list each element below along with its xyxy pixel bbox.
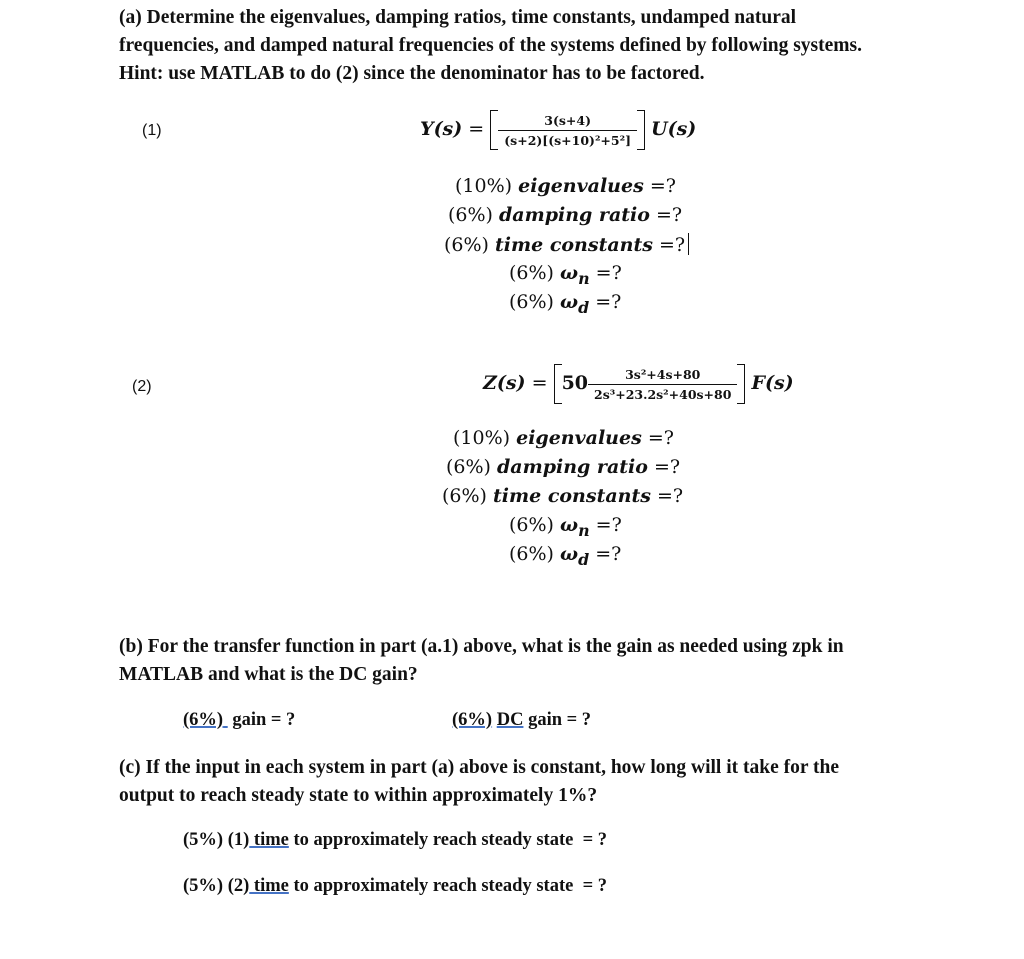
pct: (6%) bbox=[448, 204, 493, 226]
quantity: damping ratio bbox=[497, 456, 648, 478]
tail: =? bbox=[589, 543, 622, 565]
q2-damping-ratio bbox=[446, 456, 680, 478]
quantity: eigenvalues bbox=[518, 175, 644, 197]
quantity: damping ratio bbox=[499, 204, 650, 226]
quantity: ω bbox=[560, 514, 579, 536]
left-bracket bbox=[490, 110, 498, 150]
tail: =? bbox=[643, 175, 676, 197]
q1-damping-ratio bbox=[448, 204, 682, 226]
part-c-line-1: (c) If the input in each system in part (a) above is constant, how long will it take for the bbox=[119, 757, 840, 778]
pct: (6%) bbox=[509, 262, 554, 284]
time-word: time bbox=[249, 830, 289, 850]
part-a-line-2: frequencies, and damped natural frequencies of the systems defined by following systems. bbox=[119, 35, 862, 56]
subscript: n bbox=[578, 268, 590, 288]
sys2-lhs: Z(s) bbox=[483, 372, 526, 394]
pct: (6%) bbox=[444, 234, 489, 256]
pct: (6%) bbox=[509, 514, 554, 536]
q2-time-constants bbox=[442, 485, 683, 507]
sys2-coef: 50 bbox=[561, 372, 589, 394]
dc-gain-question bbox=[452, 710, 591, 731]
pct: (6%) bbox=[442, 485, 487, 507]
right-bracket bbox=[637, 110, 645, 150]
part-a-line-3: Hint: use MATLAB to do (2) since the denominator has to be factored. bbox=[119, 63, 705, 84]
sys2-equals: = bbox=[531, 372, 548, 394]
system-1-label: (1) bbox=[142, 122, 162, 139]
sys2-numerator: 3s²+4s+80 bbox=[625, 366, 701, 382]
part-a-line-1: (a) Determine the eigenvalues, damping ratios, time constants, undamped natural bbox=[119, 7, 797, 28]
quantity: ω bbox=[560, 291, 579, 313]
tail: =? bbox=[641, 427, 674, 449]
pct: (6%) bbox=[509, 291, 554, 313]
prefix: (5%) (2) bbox=[183, 876, 250, 896]
sys1-rhs: U(s) bbox=[651, 118, 697, 140]
tail: =? bbox=[589, 262, 622, 284]
gain-pct: (6%) bbox=[183, 710, 224, 730]
q1-omega-n bbox=[509, 262, 622, 288]
tail: =? bbox=[589, 291, 622, 313]
q1-omega-d bbox=[509, 291, 621, 317]
sys1-equals: = bbox=[468, 118, 485, 140]
sys2-rhs: F(s) bbox=[751, 372, 794, 394]
steady-state-question-1 bbox=[183, 830, 607, 851]
part-b-line-2: MATLAB and what is the DC gain? bbox=[119, 664, 418, 685]
subscript: n bbox=[578, 520, 590, 540]
q2-omega-d bbox=[509, 543, 621, 569]
sys1-numerator: 3(s+4) bbox=[544, 112, 591, 128]
rest: to approximately reach steady state = ? bbox=[288, 876, 607, 896]
sys2-denominator: 2s³+23.2s²+40s+80 bbox=[588, 384, 737, 402]
tail: =? bbox=[647, 456, 681, 478]
tail: =? bbox=[650, 485, 684, 507]
left-bracket bbox=[554, 364, 562, 404]
time-word: time bbox=[249, 876, 289, 896]
pct: (6%) bbox=[446, 456, 491, 478]
q2-eigenvalues bbox=[453, 427, 674, 449]
system-2-label: (2) bbox=[132, 378, 152, 395]
pct: (10%) bbox=[455, 175, 513, 197]
tail: =? bbox=[649, 204, 683, 226]
q2-omega-n bbox=[509, 514, 622, 540]
dc-word: DC bbox=[496, 710, 524, 730]
quantity: ω bbox=[560, 543, 579, 565]
part-c-text bbox=[119, 754, 839, 810]
quantity: time constants bbox=[493, 485, 651, 507]
gain-text: gain = ? bbox=[227, 710, 296, 730]
prefix: (5%) (1) bbox=[183, 830, 250, 850]
subscript: d bbox=[578, 297, 590, 317]
sys1-lhs: Y(s) bbox=[420, 118, 463, 140]
gain-question bbox=[183, 710, 295, 731]
tail: =? bbox=[589, 514, 622, 536]
pct: (10%) bbox=[453, 427, 511, 449]
part-b-line-1: (b) For the transfer function in part (a.1) above, what is the gain as needed using zpk in bbox=[119, 636, 844, 657]
quantity: time constants bbox=[495, 234, 653, 256]
dc-pct: (6%) bbox=[452, 710, 493, 730]
part-b-text bbox=[119, 633, 844, 689]
sys1-denominator: (s+2)[(s+10)²+5²] bbox=[498, 130, 637, 148]
q1-time-constants bbox=[444, 233, 689, 256]
quantity: eigenvalues bbox=[516, 427, 642, 449]
text-cursor bbox=[688, 233, 689, 255]
sys2-fraction bbox=[588, 367, 737, 402]
tail: =? bbox=[652, 234, 686, 256]
system-1-equation bbox=[420, 110, 696, 150]
sys1-fraction bbox=[498, 113, 637, 148]
steady-state-question-2 bbox=[183, 876, 607, 897]
pct: (6%) bbox=[509, 543, 554, 565]
subscript: d bbox=[578, 549, 590, 569]
part-a-text bbox=[119, 4, 862, 88]
right-bracket bbox=[737, 364, 745, 404]
system-2-equation bbox=[483, 364, 794, 404]
quantity: ω bbox=[560, 262, 579, 284]
dc-text: gain = ? bbox=[523, 710, 592, 730]
q1-eigenvalues bbox=[455, 175, 676, 197]
rest: to approximately reach steady state = ? bbox=[288, 830, 607, 850]
part-c-line-2: output to reach steady state to within approximately 1%? bbox=[119, 785, 598, 806]
